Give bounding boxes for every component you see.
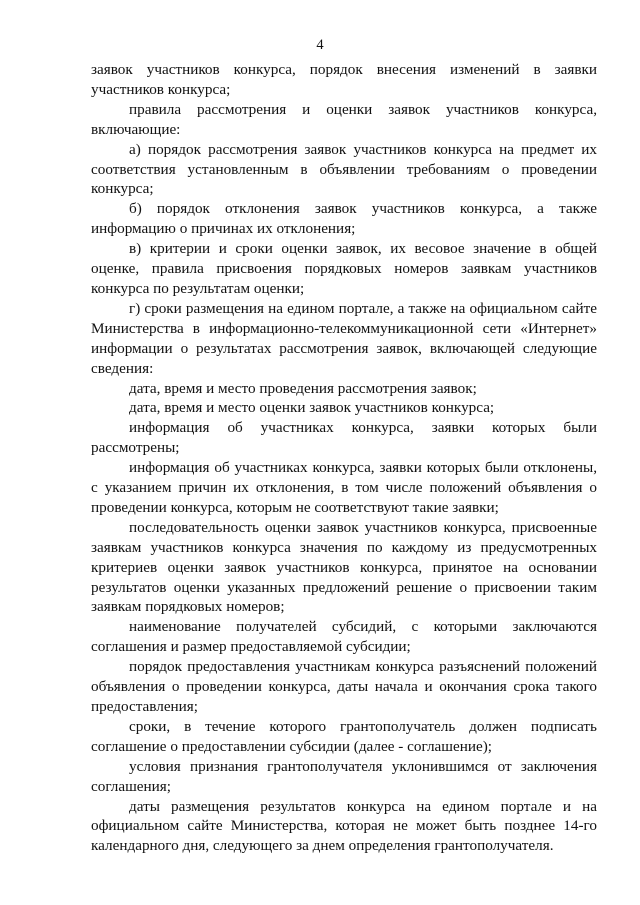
paragraph: б) порядок отклонения заявок участников конкурса, а также информацию о причинах их отклонения;	[91, 200, 597, 238]
document-body	[91, 60, 597, 856]
paragraph: в) критерии и сроки оценки заявок, их весовое значение в общей оценке, правила присвоения порядковых номеров заявкам участников конкурса по результатам оценки;	[91, 240, 597, 297]
paragraph: условия признания грантополучателя уклонившимся от заключения соглашения;	[91, 757, 597, 795]
paragraph: информация об участниках конкурса, заявки которых были рассмотрены;	[91, 419, 597, 457]
paragraph: дата, время и место оценки заявок участников конкурса;	[129, 399, 495, 417]
paragraph: наименование получателей субсидий, с которыми заключаются соглашения и размер предоставляемой субсидии;	[91, 618, 597, 656]
paragraph: а) порядок рассмотрения заявок участников конкурса на предмет их соответствия установленным в объявлении требованиям о проведении конкурса;	[91, 140, 597, 198]
paragraph: информация об участниках конкурса, заявки которых были отклонены, с указанием причин их отклонения, в том числе положений объявления о проведении конкурса, которым не соответствуют такие заявки;	[91, 459, 597, 516]
paragraph: правила рассмотрения и оценки заявок участников конкурса, включающие:	[91, 100, 597, 138]
paragraph: даты размещения результатов конкурса на едином портале и на официальном сайте Министерства, которая не может быть позднее 14-го календарного дня, следующего за днем определения грантополучателя.	[91, 797, 597, 855]
paragraph: заявок участников конкурса, порядок внесения изменений в заявки участников конкурса;	[91, 61, 597, 98]
paragraph: последовательность оценки заявок участников конкурса, присвоенные заявкам участников конкурса значения по каждому из предусмотренных критериев оценки заявок участников конкурса, принятое на основании результатов оценки указанных предложений решение о присвоении таким заявкам порядковых номеров;	[91, 518, 597, 616]
page-number: 4	[316, 37, 324, 53]
paragraph: г) сроки размещения на едином портале, а также на официальном сайте Министерства в информационно-телекоммуникационной сети «Интернет» информации о результатах рассмотрения заявок, включающей следующие сведения:	[91, 299, 597, 377]
paragraph: порядок предоставления участникам конкурса разъяснений положений объявления о проведении конкурса, даты начала и окончания срока такого предоставления;	[91, 658, 597, 715]
paragraph: сроки, в течение которого грантополучатель должен подписать соглашение о предоставлении субсидии (далее - соглашение);	[91, 717, 597, 755]
paragraph: дата, время и место проведения рассмотрения заявок;	[129, 379, 477, 397]
